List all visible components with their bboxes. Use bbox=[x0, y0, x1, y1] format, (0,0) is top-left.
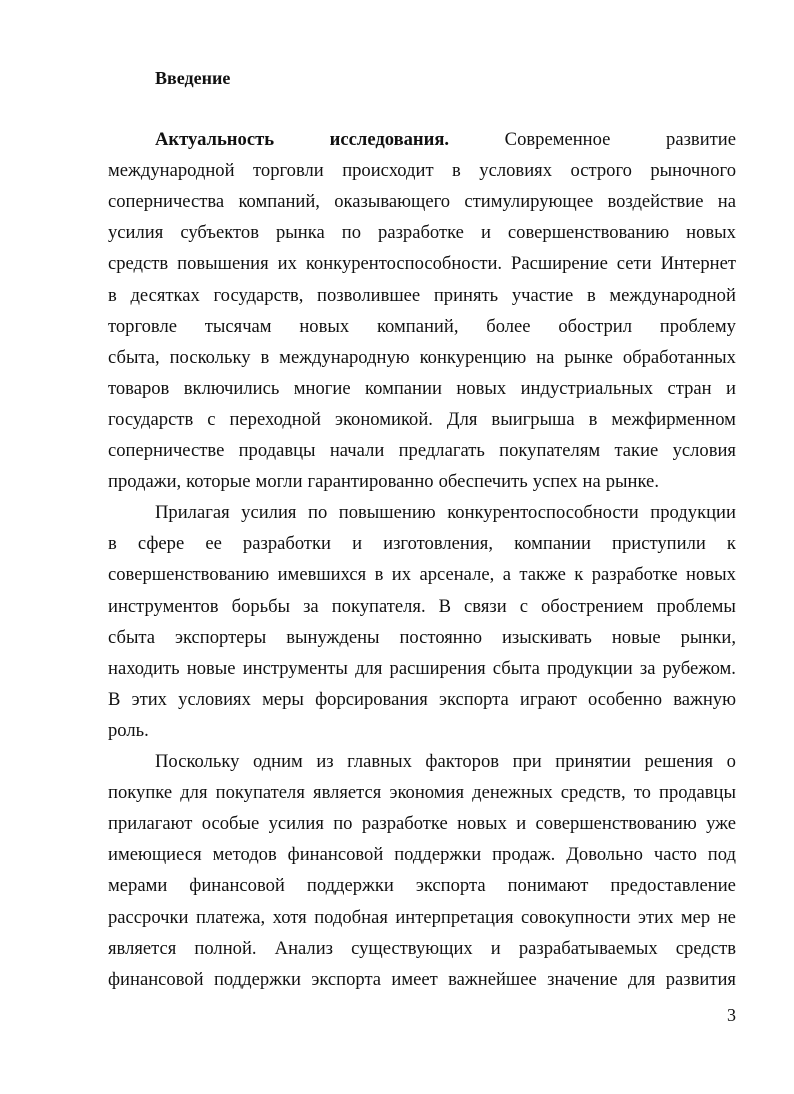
word: особенно bbox=[588, 688, 663, 710]
word: покупателям bbox=[499, 440, 601, 461]
word: ее bbox=[205, 533, 222, 555]
word: средств, bbox=[560, 782, 626, 804]
word: совершенствованию bbox=[108, 564, 270, 586]
word: в bbox=[588, 408, 598, 430]
word: при bbox=[512, 751, 542, 772]
text-line bbox=[108, 902, 736, 933]
word: могли bbox=[255, 471, 303, 493]
word: поддержки bbox=[306, 875, 394, 897]
word: связи bbox=[464, 595, 507, 617]
word: рубежом. bbox=[662, 657, 736, 679]
word: является bbox=[313, 782, 382, 804]
text-line bbox=[108, 280, 736, 311]
word: за bbox=[639, 657, 656, 679]
word: и bbox=[352, 533, 363, 555]
word: экспорта bbox=[311, 968, 382, 990]
word: которые bbox=[186, 471, 251, 493]
word: особые bbox=[201, 813, 260, 835]
text-line bbox=[108, 155, 736, 186]
word: новые bbox=[186, 657, 236, 679]
word: финансовой bbox=[108, 968, 204, 990]
word: в bbox=[108, 284, 117, 306]
word: с bbox=[207, 408, 216, 430]
word: принятии bbox=[555, 751, 632, 772]
word: и bbox=[726, 377, 736, 399]
section-heading: Введение bbox=[155, 68, 231, 88]
word: средств bbox=[108, 253, 169, 275]
word: средств bbox=[675, 937, 736, 959]
word: конкурентоспособности. bbox=[305, 253, 503, 275]
word: разработке bbox=[361, 813, 448, 835]
word: их bbox=[391, 564, 412, 586]
word: покупателя. bbox=[331, 595, 426, 617]
word: компании bbox=[514, 533, 591, 555]
word: имеет bbox=[391, 968, 438, 990]
word: острого bbox=[570, 160, 632, 182]
word: финансовой bbox=[287, 844, 384, 866]
word: совершенствованию bbox=[507, 222, 670, 244]
word: также bbox=[519, 564, 566, 586]
word: усилия bbox=[108, 222, 164, 244]
word: соперничестве bbox=[108, 440, 225, 461]
word: усилия bbox=[241, 502, 297, 524]
word: экономия bbox=[389, 782, 465, 804]
word: компании bbox=[365, 377, 442, 399]
word: в bbox=[260, 346, 270, 368]
word: воздействие bbox=[607, 191, 704, 213]
word: арсенале, bbox=[419, 564, 495, 586]
word: существующих bbox=[351, 937, 473, 959]
word: рынке. bbox=[605, 471, 659, 493]
word: рыночного bbox=[650, 160, 736, 182]
word: обострил bbox=[558, 315, 632, 337]
word: Поскольку bbox=[155, 751, 240, 772]
text-line bbox=[108, 186, 736, 217]
word: поддержки bbox=[394, 844, 482, 866]
word: продукции bbox=[547, 657, 633, 679]
word: компаний, bbox=[376, 315, 459, 337]
word: новых bbox=[686, 564, 736, 586]
word: индустриальных bbox=[520, 377, 654, 399]
word: субъектов bbox=[180, 222, 259, 244]
word: проблемы bbox=[656, 595, 736, 617]
word: мерами bbox=[108, 875, 168, 897]
text-line bbox=[108, 528, 736, 559]
word: десятках bbox=[130, 284, 200, 306]
text-line bbox=[108, 715, 736, 746]
word: сбыта bbox=[492, 657, 540, 679]
word: покупке bbox=[108, 782, 173, 804]
word: более bbox=[486, 315, 531, 337]
word: рынка bbox=[276, 222, 325, 244]
word: прилагают bbox=[108, 813, 193, 835]
word: сети bbox=[616, 253, 652, 275]
word: стран bbox=[667, 377, 712, 399]
word: повышению bbox=[338, 502, 436, 524]
word: рассрочки bbox=[108, 906, 189, 928]
word: играют bbox=[519, 688, 577, 710]
word: гарантированно bbox=[307, 471, 434, 493]
word: международную bbox=[279, 346, 410, 368]
word: обострением bbox=[540, 595, 644, 617]
text-line bbox=[108, 622, 736, 653]
text-line bbox=[108, 777, 736, 808]
text-line bbox=[108, 248, 736, 279]
word: совершенствованию bbox=[535, 813, 697, 835]
word: рынки, bbox=[680, 626, 736, 648]
word: экономикой. bbox=[334, 408, 433, 430]
word: разработке bbox=[591, 564, 678, 586]
word: государств bbox=[108, 408, 194, 430]
word: за bbox=[303, 595, 319, 617]
word: для bbox=[355, 657, 383, 679]
word: разрабатываемых bbox=[518, 937, 658, 959]
word: новых bbox=[299, 315, 350, 337]
word: находить bbox=[108, 657, 180, 679]
word: В bbox=[438, 595, 452, 617]
word: сбыта, bbox=[108, 346, 160, 368]
word: этих bbox=[131, 688, 167, 710]
word: подобная bbox=[314, 906, 388, 928]
word: выигрыша bbox=[491, 408, 575, 430]
word: в bbox=[108, 533, 117, 555]
word: условиях bbox=[178, 688, 251, 710]
word: участие bbox=[511, 284, 574, 306]
word: приступили bbox=[612, 533, 706, 555]
word: финансовой bbox=[189, 875, 285, 897]
word: и bbox=[516, 813, 527, 835]
text-line bbox=[155, 746, 736, 777]
word: этих bbox=[638, 906, 674, 928]
word: продаж. bbox=[492, 844, 556, 866]
word: экспорта bbox=[439, 688, 509, 710]
word: и bbox=[490, 937, 501, 959]
word: соперничества bbox=[108, 191, 225, 213]
word: включились bbox=[183, 377, 280, 399]
word: на bbox=[717, 191, 736, 213]
word: новых bbox=[457, 813, 507, 835]
word: продавцы bbox=[238, 440, 316, 461]
word: тысячам bbox=[204, 315, 272, 337]
word: важнейшее bbox=[448, 968, 537, 990]
word: разработки bbox=[242, 533, 331, 555]
word: решения bbox=[644, 751, 714, 772]
word: продажи, bbox=[108, 471, 182, 493]
text-line bbox=[108, 870, 736, 901]
word: часто bbox=[653, 844, 697, 866]
text-line bbox=[108, 684, 736, 715]
word: на bbox=[536, 346, 555, 368]
word: переходной bbox=[229, 408, 321, 430]
word: изготовления, bbox=[383, 533, 493, 555]
word: имеющиеся bbox=[108, 844, 202, 866]
word: инструменты bbox=[242, 657, 348, 679]
word: компаний, bbox=[238, 191, 320, 213]
text-line bbox=[108, 404, 736, 435]
word: начали bbox=[329, 440, 385, 461]
word: развитие bbox=[666, 129, 736, 150]
word: поскольку bbox=[169, 346, 251, 368]
text-line bbox=[108, 217, 736, 248]
word: продукции bbox=[650, 502, 736, 524]
word: рынке bbox=[564, 346, 613, 368]
word: происходит bbox=[342, 160, 434, 182]
text-line bbox=[155, 497, 736, 528]
word: условиях bbox=[479, 160, 553, 182]
word: расширения bbox=[389, 657, 486, 679]
word: инструментов bbox=[108, 595, 219, 617]
word: экспортеры bbox=[175, 626, 267, 648]
word: одним bbox=[252, 751, 303, 772]
text-line bbox=[108, 342, 736, 373]
text-line bbox=[108, 559, 736, 590]
word: Прилагая bbox=[155, 502, 230, 524]
word: к bbox=[726, 533, 736, 555]
word: в bbox=[586, 284, 596, 306]
word: проблему bbox=[659, 315, 736, 337]
word: торговли bbox=[253, 160, 324, 182]
word: по bbox=[308, 502, 328, 524]
word: уже bbox=[706, 813, 736, 835]
word: конкуренцию bbox=[419, 346, 527, 368]
word: полной. bbox=[194, 937, 257, 959]
word: обеспечить bbox=[438, 471, 528, 493]
word: принять bbox=[433, 284, 499, 306]
word: предлагать bbox=[398, 440, 485, 461]
text-line bbox=[108, 435, 736, 466]
word: мер bbox=[680, 906, 711, 928]
word: товаров bbox=[108, 377, 170, 399]
word: интерпретация bbox=[395, 906, 514, 928]
word: межфирменном bbox=[611, 408, 736, 430]
word: государств, bbox=[213, 284, 304, 306]
word: форсирования bbox=[315, 688, 428, 710]
word: и bbox=[480, 222, 491, 244]
word: под bbox=[707, 844, 736, 866]
word: главных bbox=[347, 751, 412, 772]
word: Анализ bbox=[274, 937, 334, 959]
text-line bbox=[108, 653, 736, 684]
word: в bbox=[374, 564, 384, 586]
word: сбыта bbox=[108, 626, 156, 648]
text-line bbox=[108, 964, 736, 995]
word: с bbox=[519, 595, 528, 617]
word: в bbox=[452, 160, 461, 182]
word: позволившее bbox=[317, 284, 421, 306]
word: новых bbox=[686, 222, 736, 244]
word: международной bbox=[609, 284, 736, 306]
word: о bbox=[726, 751, 736, 772]
word: такие bbox=[614, 440, 659, 461]
word: поддержки bbox=[213, 968, 301, 990]
text-line bbox=[108, 591, 736, 622]
word: для bbox=[180, 782, 208, 804]
word: является bbox=[108, 937, 177, 959]
word: вынуждены bbox=[286, 626, 380, 648]
word: денежных bbox=[472, 782, 553, 804]
word: Актуальность bbox=[155, 129, 275, 150]
word: развития bbox=[665, 968, 736, 990]
word: сфере bbox=[137, 533, 185, 555]
word: оказывающего bbox=[334, 191, 451, 213]
word: меры bbox=[262, 688, 304, 710]
word: понимают bbox=[507, 875, 589, 897]
word: В bbox=[108, 688, 121, 710]
word: Современное bbox=[504, 129, 611, 150]
word: значение bbox=[547, 968, 618, 990]
word: изыскивать bbox=[501, 626, 592, 648]
word: борьбы bbox=[231, 595, 291, 617]
word: а bbox=[502, 564, 511, 586]
word: не bbox=[717, 906, 736, 928]
word: важную bbox=[673, 688, 736, 710]
word: многие bbox=[293, 377, 351, 399]
word: Расширение bbox=[511, 253, 608, 275]
word: на bbox=[582, 471, 601, 493]
word: для bbox=[628, 968, 656, 990]
word: методов bbox=[212, 844, 277, 866]
word: стимулирующее bbox=[464, 191, 594, 213]
word: факторов bbox=[425, 751, 500, 772]
text-line bbox=[108, 839, 736, 870]
word: разработке bbox=[378, 222, 464, 244]
word: Довольно bbox=[566, 844, 643, 866]
text-line bbox=[108, 933, 736, 964]
word: по bbox=[341, 222, 362, 244]
word: их bbox=[277, 253, 297, 275]
word: продавцы bbox=[659, 782, 736, 804]
word: исследования. bbox=[329, 129, 450, 150]
word: международной bbox=[108, 160, 235, 182]
word: Интернет bbox=[660, 253, 736, 275]
word: новых bbox=[456, 377, 507, 399]
word: к bbox=[574, 564, 584, 586]
word: совокупности bbox=[520, 906, 631, 928]
text-line bbox=[108, 311, 736, 342]
word: повышения bbox=[177, 253, 269, 275]
word: предоставление bbox=[610, 875, 736, 897]
page-number: 3 bbox=[727, 1005, 736, 1025]
word: успех bbox=[532, 471, 578, 493]
word: конкурентоспособности bbox=[447, 502, 639, 524]
word: усилия bbox=[268, 813, 324, 835]
word: экспорта bbox=[415, 875, 486, 897]
text-line bbox=[108, 466, 736, 497]
word: Для bbox=[446, 408, 478, 430]
text-line bbox=[155, 124, 736, 155]
word: торговле bbox=[108, 315, 177, 337]
word: имевшихся bbox=[277, 564, 367, 586]
word: хотя bbox=[272, 906, 307, 928]
word: платежа, bbox=[196, 906, 266, 928]
word: роль. bbox=[108, 719, 149, 741]
word: из bbox=[316, 751, 334, 772]
word: новые bbox=[611, 626, 661, 648]
word: то bbox=[633, 782, 651, 804]
word: постоянно bbox=[399, 626, 483, 648]
text-line bbox=[108, 373, 736, 404]
text-line bbox=[108, 808, 736, 839]
word: по bbox=[333, 813, 353, 835]
word: условия bbox=[672, 440, 736, 461]
word: обработанных bbox=[622, 346, 736, 368]
word: покупателя bbox=[215, 782, 305, 804]
